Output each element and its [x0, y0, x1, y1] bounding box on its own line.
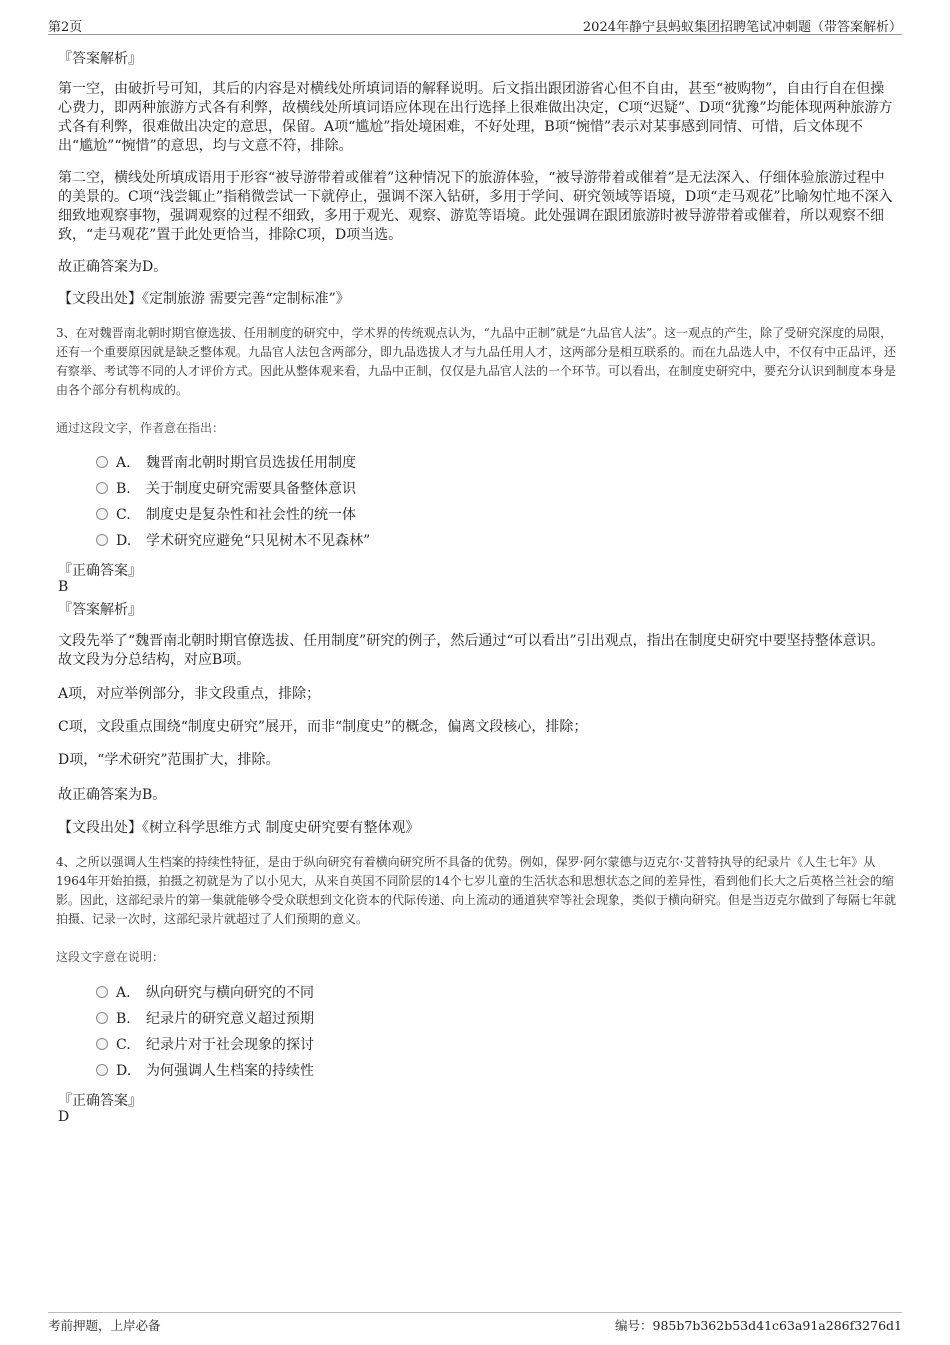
q4-option-b[interactable]	[96, 1009, 314, 1029]
radio-icon[interactable]	[96, 534, 108, 546]
radio-icon[interactable]	[96, 1064, 108, 1076]
page-header	[48, 14, 902, 35]
option-text: 学术研究应避免“只见树木不见森林”	[146, 533, 371, 549]
q3-answer: B	[58, 579, 69, 595]
q4-answer: D	[58, 1109, 70, 1125]
footer-slogan: 考前押题，上岸必备	[48, 1318, 161, 1333]
option-letter: D.	[116, 533, 132, 549]
option-letter: A.	[116, 455, 131, 471]
option-text: 关于制度史研究需要具备整体意识	[146, 481, 356, 497]
radio-icon[interactable]	[96, 508, 108, 520]
q2-analysis-label: 『答案解析』	[58, 51, 142, 67]
option-letter: C.	[116, 1037, 131, 1053]
q3-analysis-label: 『答案解析』	[58, 602, 142, 618]
q2-conclusion: 故正确答案为D。	[58, 259, 168, 275]
radio-icon[interactable]	[96, 1012, 108, 1024]
q3-conclusion: 故正确答案为B。	[58, 787, 167, 803]
q3-question: 3、在对魏晋南北朝时期官僚选拔、任用制度的研究中，学术界的传统观点认为，“九品中正制”就是“九品官人法”。这一观点的产生，除了受研究深度的局限，还有一个重要原因就是缺乏整体观。九品官人法包含两部分，即九品选拔人才与九品任用人才，这两部分是相互联系的。而在九品选人中，不仅有中正品评，还有察举、考试等不同的人才评价方式。因此从整体观来看，九品中正制，仅仅是九品官人法的一个环节。可以看出，在制度史研究中，要充分认识到制度本身是由各个部分有机构成的。	[56, 326, 897, 397]
option-text: 纵向研究与横向研究的不同	[146, 985, 314, 1001]
q3-option-c[interactable]	[96, 505, 356, 525]
q3-option-b[interactable]	[96, 479, 356, 499]
radio-icon[interactable]	[96, 456, 108, 468]
option-letter: B.	[116, 481, 131, 497]
q4-lead: 这段文字意在说明：	[56, 950, 165, 964]
q4-option-a[interactable]	[96, 983, 314, 1003]
page-number: 第2页	[48, 20, 83, 35]
option-letter: D.	[116, 1063, 132, 1079]
q4-answer-label: 『正确答案』	[58, 1093, 142, 1109]
option-text: 魏晋南北朝时期官员选拔任用制度	[146, 455, 356, 471]
q3-analysis-para3: C项，文段重点围绕“制度史研究”展开，而非“制度史”的概念，偏离文段核心，排除；	[58, 719, 588, 735]
page-footer	[48, 1312, 902, 1335]
option-text: 为何强调人生档案的持续性	[146, 1063, 314, 1079]
option-text: 纪录片对于社会现象的探讨	[146, 1037, 314, 1053]
q3-source: 【文段出处】《树立科学思维方式 制度史研究要有整体观》	[58, 820, 420, 836]
q3-analysis-para4: D项，“学术研究”范围扩大，排除。	[58, 752, 280, 768]
radio-icon[interactable]	[96, 986, 108, 998]
option-letter: A.	[116, 985, 131, 1001]
option-text: 纪录片的研究意义超过预期	[146, 1011, 314, 1027]
q2-analysis-para2: 第二空，横线处所填成语用于形容“被导游带着或催着”这种情况下的旅游体验，“被导游带着或催着”是无法深入、仔细体验旅游过程中的美景的。C项“浅尝辄止”指稍微尝试一下就停止，强调不深入钻研，多用于学问、研究领域等语境，D项“走马观花”比喻匆忙地不深入细致地观察事物，强调观察的过程不细致，多用于观光、观察、游览等语境。此处强调在跟团旅游时被导游带着或催着，所以观察不细致，“走马观花”置于此处更恰当，排除C项，D项当选。	[58, 170, 893, 243]
q2-analysis-para1: 第一空，由破折号可知，其后的内容是对横线处所填词语的解释说明。后文指出跟团游省心但不自由，甚至“被购物”，自由行自在但操心费力，即两种旅游方式各有利弊，故横线处所填词语应体现在出行选择上很难做出决定，C项“迟疑”、D项“犹豫”均能体现两种旅游方式各有利弊，很难做出决定的意思，保留。A项“尴尬”指处境困难，不好处理，B项“惋惜”表示对某事感到同情、可惜，后文体现不出“尴尬”“惋惜”的意思，均与文意不符，排除。	[58, 81, 893, 154]
option-text: 制度史是复杂性和社会性的统一体	[146, 507, 356, 523]
q3-lead: 通过这段文字，作者意在指出：	[56, 421, 225, 435]
q2-source: 【文段出处】《定制旅游 需要完善“定制标准”》	[58, 291, 350, 307]
radio-icon[interactable]	[96, 1038, 108, 1050]
option-letter: C.	[116, 507, 131, 523]
q4-option-c[interactable]	[96, 1035, 314, 1055]
q3-answer-label: 『正确答案』	[58, 563, 142, 579]
document-id: 编号：985b7b362b53d41c63a91a286f3276d1	[615, 1318, 902, 1333]
document-title: 2024年静宁县蚂蚁集团招聘笔试冲刺题（带答案解析）	[582, 20, 902, 35]
q3-analysis-para2: A项，对应举例部分，非文段重点，排除；	[58, 686, 321, 702]
radio-icon[interactable]	[96, 482, 108, 494]
q3-option-a[interactable]	[96, 453, 356, 473]
option-letter: B.	[116, 1011, 131, 1027]
q4-option-d[interactable]	[96, 1061, 314, 1081]
q4-question: 4、之所以强调人生档案的持续性特征，是由于纵向研究有着横向研究所不具备的优势。例如，保罗·阿尔蒙德与迈克尔·艾普特执导的纪录片《人生七年》从1964年开始拍摄，拍摄之初就是为了以小见大，从来自英国不同阶层的14个七岁儿童的生活状态和思想状态之间的差异性，看到他们长大之后英格兰社会的缩影。因此，这部纪录片的第一集就能够令受众联想到文化资本的代际传递、向上流动的通道狭窄等社会现象，类似于横向研究。但是当迈克尔做到了每隔七年就拍摄、记录一次时，这部纪录片就超过了人们预期的意义。	[56, 855, 897, 926]
q3-analysis-para1: 文段先举了“魏晋南北朝时期官僚选拔、任用制度”研究的例子，然后通过“可以看出”引出观点，指出在制度史研究中要坚持整体意识。故文段为分总结构，对应B项。	[58, 633, 885, 668]
q3-option-d[interactable]	[96, 531, 370, 551]
